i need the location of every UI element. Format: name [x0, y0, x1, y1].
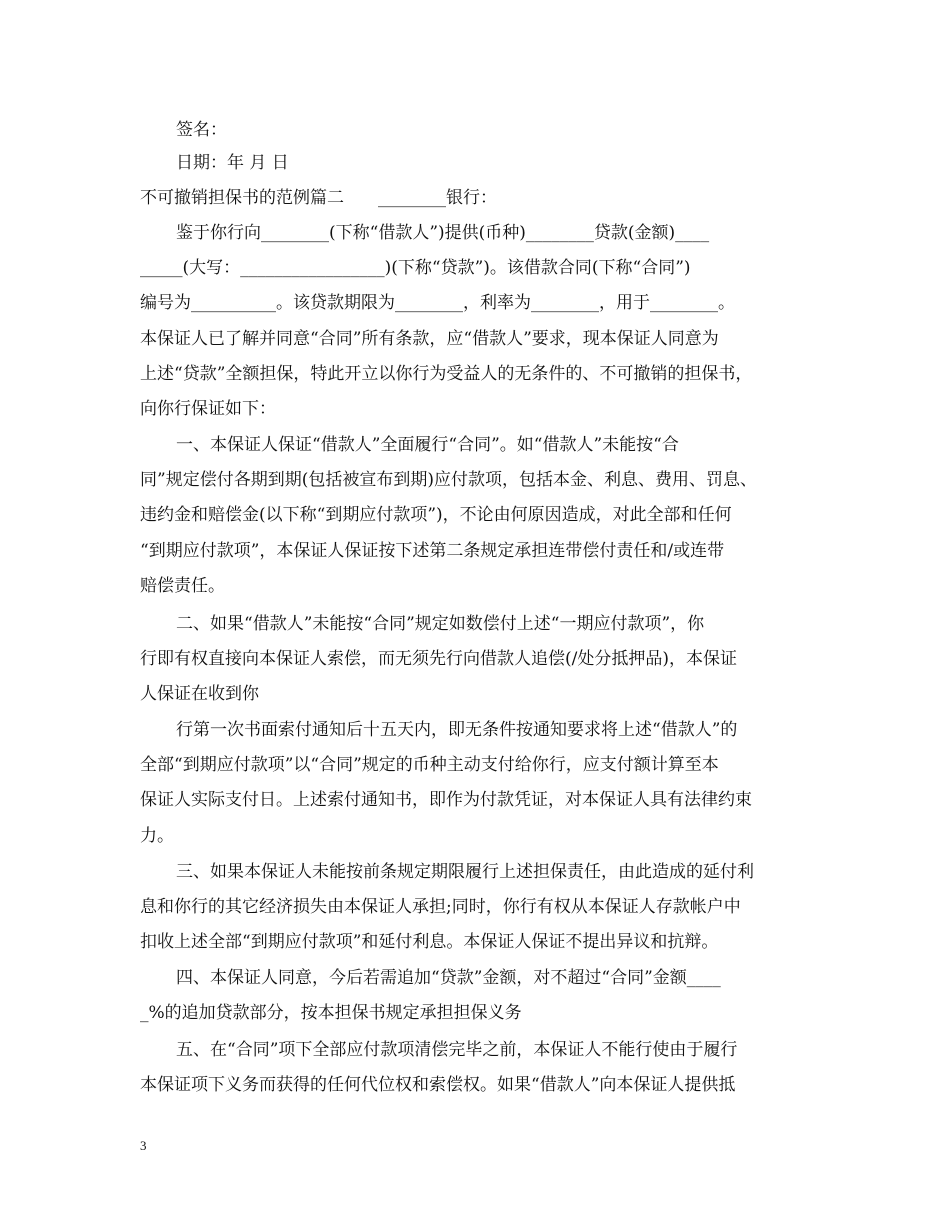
text-line: 本保证人已了解并同意“合同”所有条款，应“借款人”要求，现本保证人同意为 — [140, 329, 719, 349]
text-line: 行第一次书面索付通知后十五天内，即无条件按通知要求将上述“借款人”的 — [176, 720, 738, 740]
text-line: 向你行保证如下： — [140, 399, 276, 419]
text-line: 人保证在收到你 — [140, 684, 259, 704]
text-line: 行即有权直接向本保证人索偿，而无须先行向借款人追偿(/处分抵押品)，本保证 — [140, 649, 737, 669]
text-line: 全部“到期应付款项”以“合同”规定的币种主动支付给你行，应支付额计算至本 — [140, 755, 719, 775]
clause-four: 四、本保证人同意，今后若需追加“贷款”金额，对不超过“合同”金额____ — [176, 968, 721, 988]
clause-two: 二、如果“借款人”未能按“合同”规定如数偿付上述“一期应付款项”，你 — [176, 614, 705, 634]
section-heading: 不可撤销担保书的范例篇二 ________银行： — [140, 188, 497, 208]
text-line: _____(大写：_________________)(下称“贷款”)。该借款合同(下称“合同”) — [140, 258, 691, 278]
text-line: 鉴于你行向________(下称“借款人”)提供(币种)________贷款(金额)____ — [176, 223, 710, 243]
text-line: 力。 — [140, 826, 174, 846]
text-line: 息和你行的其它经济损失由本保证人承担;同时，你行有权从本保证人存款帐户中 — [140, 897, 741, 917]
signature-label: 签名： — [176, 120, 227, 140]
date-label: 日期：年 月 日 — [176, 153, 289, 173]
text-line: 编号为__________。该贷款期限为________，利率为________，用于________。 — [140, 293, 735, 313]
text-line: 赔偿责任。 — [140, 576, 225, 596]
text-line: 上述“贷款”全额担保，特此开立以你行为受益人的无条件的、不可撤销的担保书， — [140, 364, 753, 384]
text-line: _%的追加贷款部分，按本担保书规定承担担保义务 — [140, 1003, 522, 1023]
clause-three: 三、如果本保证人未能按前条规定期限履行上述担保责任，由此造成的延付利 — [176, 862, 754, 882]
text-line: 本保证项下义务而获得的任何代位权和索偿权。如果“借款人”向本保证人提供抵 — [140, 1075, 736, 1095]
clause-five: 五、在“合同”项下全部应付款项清偿完毕之前，本保证人不能行使由于履行 — [176, 1040, 738, 1060]
page-number: 3 — [140, 1138, 147, 1153]
text-line: 扣收上述全部“到期应付款项”和延付利息。本保证人保证不提出异议和抗辩。 — [140, 932, 719, 952]
text-line: 违约金和赔偿金(以下称“到期应付款项”)，不论由何原因造成，对此全部和任何 — [140, 505, 732, 525]
text-line: 保证人实际支付日。上述索付通知书，即作为付款凭证，对本保证人具有法律约束 — [140, 790, 752, 810]
text-line: 同”规定偿付各期到期(包括被宣布到期)应付款项，包括本金、利息、费用、罚息、 — [140, 470, 757, 490]
clause-one: 一、本保证人保证“借款人”全面履行“合同”。如“借款人”未能按“合 — [176, 435, 679, 455]
text-line: “到期应付款项”，本保证人保证按下述第二条规定承担连带偿付责任和/或连带 — [140, 541, 725, 561]
